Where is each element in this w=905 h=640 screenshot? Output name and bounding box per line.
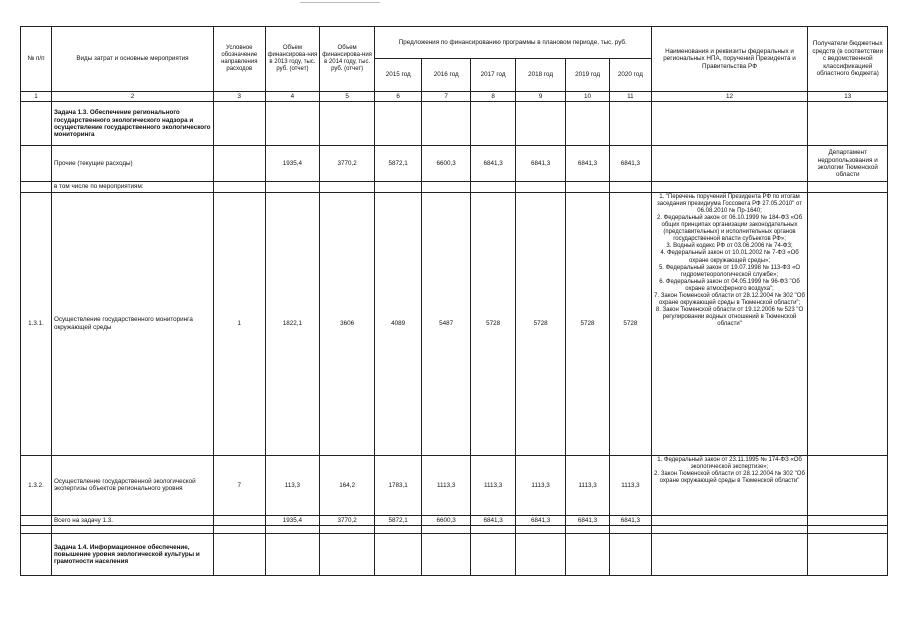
prochie-year-value: 6841,3: [610, 146, 651, 182]
row-1-3-2: [21, 455, 888, 515]
column-number: 8: [470, 92, 515, 102]
column-number: 6: [374, 92, 421, 102]
row-1-3-1: [21, 192, 888, 455]
header-year: 2015 год: [374, 59, 421, 92]
row-1-3-1-v2013: 1822,1: [265, 192, 320, 455]
header-year: 2019 год: [565, 59, 609, 92]
row-1-3-1-year-value: 5728: [610, 192, 651, 455]
header-volume-2014: Объем финансирова-ния в 2014 году, тыс. руб. (отчет): [320, 27, 375, 92]
row-1-3-2-year-value: 1113,3: [470, 455, 515, 515]
prochie-recipient: Департамент недропользования и экологии Тюменской области: [808, 146, 888, 182]
including-label: в том числе по мероприятиям:: [51, 182, 213, 192]
total-1-3-year-value: 6841,3: [565, 515, 609, 525]
scan-artifact: [300, 2, 380, 3]
column-number: 11: [610, 92, 651, 102]
prochie-year-value: 6841,3: [470, 146, 515, 182]
row-1-3-2-num: 1.3.2.: [21, 455, 52, 515]
row-1-3-2-year-value: 1113,3: [565, 455, 609, 515]
total-1-3-v2013: 1935,4: [265, 515, 320, 525]
row-1-3-1-year-value: 4089: [374, 192, 421, 455]
header-proposals: Предложения по финансированию программы в плановом периоде, тыс. руб.: [374, 27, 651, 59]
prochie-year-value: 6841,3: [565, 146, 609, 182]
column-number: 9: [516, 92, 566, 102]
column-number: 2: [51, 92, 213, 102]
row-1-3-2-npa: 1. Федеральный закон от 23.11.1995 № 174-ФЗ «Об экологической экспертизе»; 2. Закон Тюменской области от 28.12.2004 № 302 "Об охране окружающей среды в Тюменской области": [651, 455, 808, 515]
column-number-row: [21, 92, 888, 102]
task-1-4-row: [21, 534, 888, 576]
total-1-3-year-value: 5872,1: [374, 515, 421, 525]
header-conditional: Условное обозначение направления расходов: [213, 27, 265, 92]
column-number: 12: [651, 92, 808, 102]
row-1-3-2-year-value: 1113,3: [422, 455, 471, 515]
including-row: [21, 182, 888, 192]
prochie-v2013: 1935,4: [265, 146, 320, 182]
row-1-3-1-npa: 1. "Перечень поручений Президента РФ по итогам заседания президиума Госсовета РФ 27.05.2010" от 06.08.2010 № Пр-1640; 2. Федеральный закон от 06.10.1999 № 184-ФЗ «Об общих принципах организации законодательных (представительных) и исполнительных органов государственной власти субъектов РФ»; 3. Водный кодекс РФ от 03.06.2006 № 74-ФЗ; 4. Федеральный закон от 10.01.2002 № 7-ФЗ «Об охране окружающей среды»; 5. Федеральный закон от 19.07.1998 № 113-ФЗ «О гидрометеорологической службе»; 6. Федеральный закон от 04.05.1999 № 96-ФЗ "Об охране атмосферного воздуха"; 7. Закон Тюменской области от 28.12.2004 № 302 "Об охране окружающей среды в Тюменской области"; 8. Закон Тюменской области от 19.12.2006 № 523 "О регулировании водных отношений в Тюменской области": [651, 192, 808, 455]
header-recipients: Получатели бюджетных средств (в соответствии с ведомственной классификацией областного бюджета): [808, 27, 888, 92]
column-number: 3: [213, 92, 265, 102]
header-year: 2016 год: [422, 59, 471, 92]
row-1-3-1-v2014: 3606: [320, 192, 375, 455]
header-year: 2018 год: [516, 59, 566, 92]
budget-table: [20, 26, 888, 576]
total-1-3-label: Всего на задачу 1.3.: [51, 515, 213, 525]
prochie-row: [21, 146, 888, 182]
header-num: № п/п: [21, 27, 52, 92]
task-1-4-title: Задача 1.4. Информационное обеспечение, повышение уровня экологической культуры и грамотности населения: [51, 534, 213, 576]
task-1-3-row: [21, 102, 888, 146]
row-1-3-2-label: Осуществление государственной экологической экспертизы объектов регионального уровня: [51, 455, 213, 515]
spacer-row: [21, 526, 888, 534]
row-1-3-2-year-value: 1113,3: [516, 455, 566, 515]
total-1-3-year-value: 6841,3: [470, 515, 515, 525]
task-1-3-title: Задача 1.3. Обеспечение регионального государственного экологического надзора и осуществление государственного экологического мониторинга: [51, 102, 213, 146]
column-number: 1: [21, 92, 52, 102]
column-number: 10: [565, 92, 609, 102]
total-1-3-v2014: 3770,2: [320, 515, 375, 525]
prochie-year-value: 6600,3: [422, 146, 471, 182]
prochie-year-value: 5872,1: [374, 146, 421, 182]
row-1-3-1-num: 1.3.1.: [21, 192, 52, 455]
header-year: 2017 год: [470, 59, 515, 92]
row-1-3-2-year-value: 1783,1: [374, 455, 421, 515]
row-1-3-1-label: Осуществление государственного мониторинга окружающей среды: [51, 192, 213, 455]
column-number: 7: [422, 92, 471, 102]
prochie-year-value: 6841,3: [516, 146, 566, 182]
column-number: 4: [265, 92, 320, 102]
header-year: 2020 год: [610, 59, 651, 92]
header-row-1: [21, 27, 888, 59]
header-npa: Наименования и реквизиты федеральных и региональных НПА, поручений Президента и Правительства РФ: [651, 27, 808, 92]
row-1-3-2-v2013: 113,3: [265, 455, 320, 515]
row-1-3-2-year-value: 1113,3: [610, 455, 651, 515]
header-volume-2013: Объем финансирова-ния в 2013 году, тыс. руб. (отчет): [265, 27, 320, 92]
header-expense: Виды затрат и основные мероприятия: [51, 27, 213, 92]
prochie-v2014: 3770,2: [320, 146, 375, 182]
row-1-3-1-year-value: 5728: [516, 192, 566, 455]
column-number: 13: [808, 92, 888, 102]
row-1-3-2-v2014: 164,2: [320, 455, 375, 515]
total-1-3-year-value: 6841,3: [516, 515, 566, 525]
total-1-3-year-value: 6841,3: [610, 515, 651, 525]
total-1-3-year-value: 6600,3: [422, 515, 471, 525]
column-number: 5: [320, 92, 375, 102]
row-1-3-2-code: 7: [213, 455, 265, 515]
row-1-3-1-year-value: 5487: [422, 192, 471, 455]
row-1-3-1-code: 1: [213, 192, 265, 455]
row-1-3-1-year-value: 5728: [470, 192, 515, 455]
prochie-label: Прочие (текущие расходы): [51, 146, 213, 182]
row-1-3-1-year-value: 5728: [565, 192, 609, 455]
total-1-3-row: [21, 515, 888, 525]
